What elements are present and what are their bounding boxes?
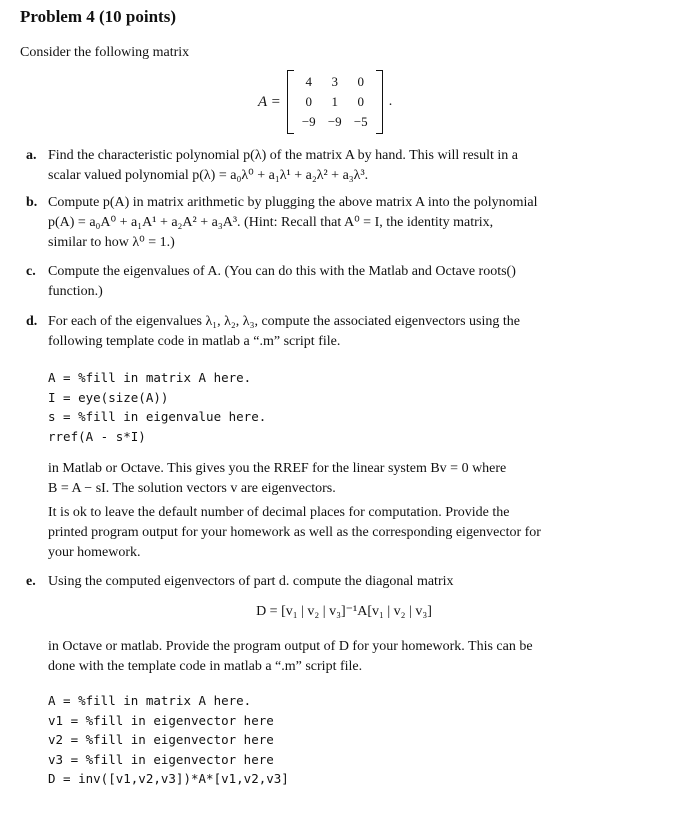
part-b — [26, 193, 662, 253]
part-e-line: Using the computed eigenvectors of part d. compute the diagonal matrix — [48, 574, 454, 589]
part-label: c. — [26, 264, 36, 279]
code-line: s = %fill in eigenvalue here. — [48, 409, 267, 425]
matrix-cell: −5 — [353, 114, 368, 129]
matrix-cell: 0 — [305, 94, 313, 109]
part-c-line: Compute the eigenvalues of A. (You can do this with the Matlab and Octave roots() — [48, 264, 516, 279]
code-line: A = %fill in matrix A here. — [48, 370, 252, 385]
part-e — [26, 572, 662, 592]
paragraph-line: your homework. — [48, 545, 141, 560]
matrix-cell: 4 — [305, 74, 313, 89]
matrix-cell: 3 — [331, 74, 339, 89]
part-b-line: p(A) = a₀A⁰ + a₁A¹ + a₂A² + a₃A³. (Hint: Recall that A⁰ = I, the identity matrix, — [48, 215, 494, 230]
part-c-line: function.) — [48, 284, 103, 299]
part-d — [26, 312, 662, 352]
paragraph-line: It is ok to leave the default number of decimal places for computation. Provide the — [48, 505, 510, 520]
part-d-after-1 — [48, 459, 660, 499]
part-a-line: scalar valued polynomial p(λ) = a₀λ⁰ + a₁λ¹ + a₂λ² + a₃λ³. — [48, 168, 369, 183]
code-line: I = eye(size(A)) — [48, 389, 169, 405]
part-label: b. — [26, 195, 38, 210]
matrix-cell: 0 — [357, 74, 365, 89]
code-line: A = %fill in matrix A here. — [48, 693, 252, 708]
matrix-cell: 1 — [331, 94, 339, 109]
part-e-after — [48, 637, 660, 677]
part-d-line: following template code in matlab a “.m” script file. — [48, 334, 341, 349]
matrix-cell: −9 — [327, 114, 342, 129]
part-a — [26, 146, 662, 186]
matrix-a — [258, 70, 392, 134]
part-b-line: similar to how λ⁰ = 1.) — [48, 235, 175, 250]
part-label: a. — [26, 148, 37, 163]
code-line: v3 = %fill in eigenvector here — [48, 751, 274, 767]
paragraph-line: in Octave or matlab. Provide the program output of D for your homework. This can be — [48, 639, 533, 654]
part-label: e. — [26, 574, 36, 589]
code-block-e — [48, 691, 289, 789]
diagonal-equation: D = [v₁ | v₂ | v₃]⁻¹A[v₁ | v₂ | v₃] — [256, 604, 432, 619]
matrix-grid — [294, 72, 376, 132]
paragraph-line: printed program output for your homework as well as the corresponding eigenvector for — [48, 525, 541, 540]
code-line: v2 = %fill in eigenvector here — [48, 732, 274, 748]
code-line: rref(A - s*I) — [48, 428, 146, 444]
code-block-d — [48, 368, 266, 446]
intro-text: Consider the following matrix — [20, 45, 190, 60]
paragraph-line: B = A − sI. The solution vectors v are eigenvectors. — [48, 481, 336, 496]
right-bracket — [376, 70, 383, 134]
part-a-line: Find the characteristic polynomial p(λ) of the matrix A by hand. This will result in a — [48, 148, 518, 163]
matrix-cell: −9 — [301, 114, 316, 129]
part-b-line: Compute p(A) in matrix arithmetic by plugging the above matrix A into the polynomial — [48, 195, 538, 210]
code-line: v1 = %fill in eigenvector here — [48, 712, 274, 728]
part-c — [26, 262, 662, 302]
matrix-cell: 0 — [357, 94, 365, 109]
paragraph-line: in Matlab or Octave. This gives you the RREF for the linear system Bv = 0 where — [48, 461, 507, 476]
part-d-line: For each of the eigenvalues λ₁, λ₂, λ₃, compute the associated eigenvectors using the — [48, 314, 520, 329]
matrix-period: . — [388, 94, 393, 109]
matrix-lhs: A = — [258, 93, 281, 110]
part-d-after-2 — [48, 503, 660, 563]
code-line: D = inv([v1,v2,v3])*A*[v1,v2,v3] — [48, 771, 289, 787]
problem-title: Problem 4 (10 points) — [20, 7, 176, 26]
left-bracket — [287, 70, 294, 134]
paragraph-line: done with the template code in matlab a “.m” script file. — [48, 659, 363, 674]
part-label: d. — [26, 314, 38, 329]
